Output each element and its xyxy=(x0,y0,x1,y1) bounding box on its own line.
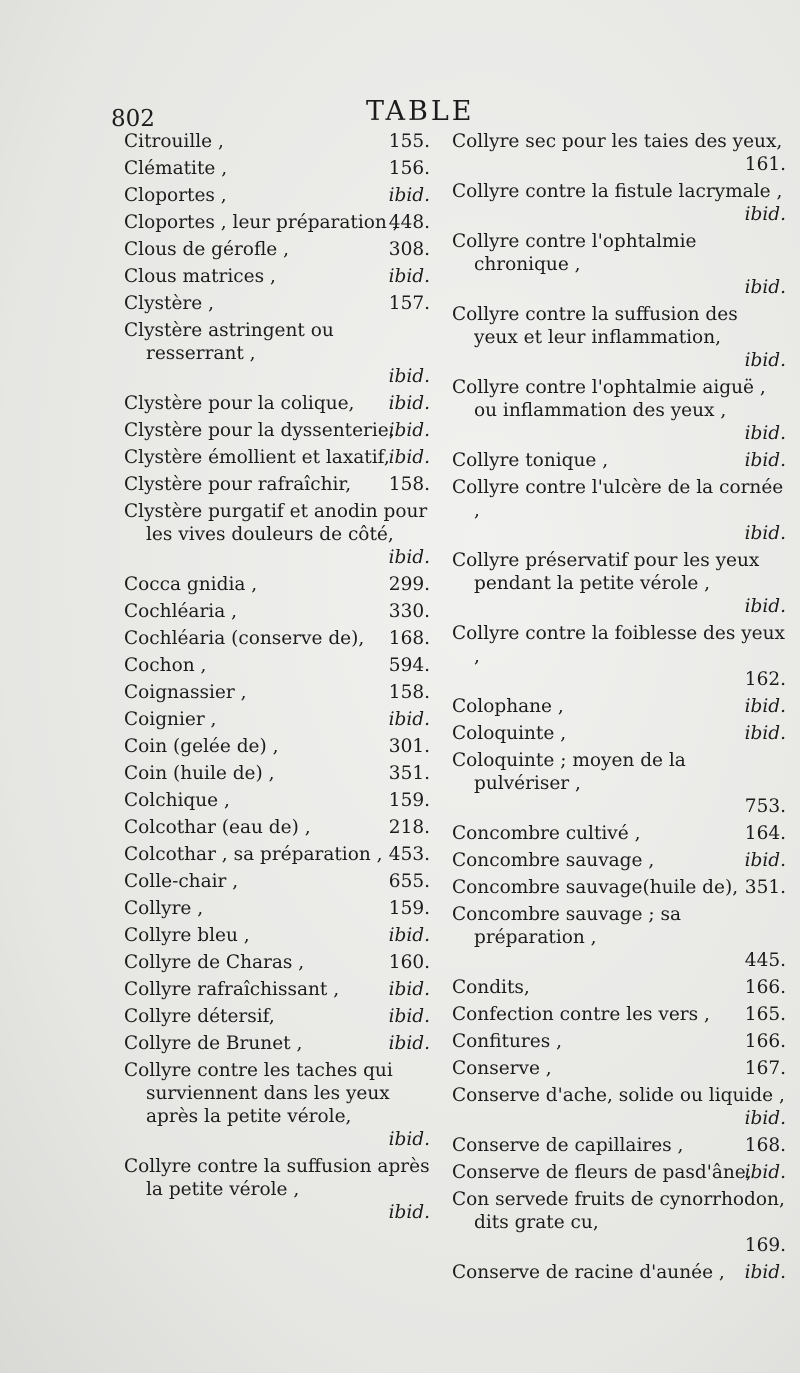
index-entry xyxy=(124,627,430,650)
index-entry-term: Collyre , xyxy=(124,898,204,919)
index-entry xyxy=(124,708,430,731)
index-entry xyxy=(124,951,430,974)
index-entry-term: Clystère astringent ou resserrant , xyxy=(124,320,334,364)
index-entry xyxy=(452,876,786,899)
index-entry xyxy=(452,1134,786,1157)
index-entry-page-ref: 169. xyxy=(744,1235,786,1256)
index-entry-page-ref: 594. xyxy=(388,655,430,676)
index-entry-page-ref: 753. xyxy=(744,796,786,817)
index-column-left xyxy=(124,130,430,1224)
index-entry-term: Collyre de Charas , xyxy=(124,952,305,973)
index-entry-page-ref: ibid. xyxy=(388,393,430,414)
index-entry xyxy=(124,1059,430,1151)
index-entry xyxy=(124,978,430,1001)
index-entry xyxy=(124,870,430,893)
index-entry-term: Confitures , xyxy=(452,1031,562,1052)
index-entry-page-ref: ibid. xyxy=(388,1033,430,1054)
index-entry-term: Confection contre les vers , xyxy=(452,1004,710,1025)
index-entry-term: Collyre contre l'ophtalmie chronique , xyxy=(452,231,697,275)
index-entry xyxy=(452,1161,786,1184)
index-entry xyxy=(124,1005,430,1028)
index-entry-term: Collyre contre l'ophtalmie aiguë , ou inflammation des yeux , xyxy=(452,377,766,421)
index-entry-page-ref: 159. xyxy=(388,898,430,919)
index-entry-page-ref: ibid. xyxy=(744,423,786,444)
index-entry-page-ref: 159. xyxy=(388,790,430,811)
index-entry xyxy=(124,130,430,153)
index-entry xyxy=(452,1188,786,1257)
index-entry-page-ref: 448. xyxy=(388,212,430,233)
index-entry xyxy=(452,849,786,872)
index-entry xyxy=(452,903,786,972)
index-entry xyxy=(124,843,430,866)
index-entry xyxy=(124,762,430,785)
index-entry xyxy=(124,816,430,839)
index-entry-page-ref: 453. xyxy=(388,844,430,865)
index-entry-page-ref: 167. xyxy=(744,1058,786,1079)
index-entry xyxy=(452,449,786,472)
index-entry-page-ref: ibid. xyxy=(744,350,786,371)
index-entry-term: Coloquinte , xyxy=(452,723,567,744)
index-entry-term: Colcothar (eau de) , xyxy=(124,817,311,838)
index-entry xyxy=(452,1084,786,1130)
index-entry-page-ref: 218. xyxy=(388,817,430,838)
index-entry xyxy=(124,211,430,234)
index-entry-page-ref: 155. xyxy=(388,131,430,152)
index-entry-term: Citrouille , xyxy=(124,131,224,152)
index-entry-page-ref: ibid. xyxy=(744,1162,786,1183)
index-entry-page-ref: ibid. xyxy=(744,523,786,544)
index-entry xyxy=(124,1032,430,1055)
index-entry-page-ref: ibid. xyxy=(388,1006,430,1027)
index-entry-page-ref: ibid. xyxy=(388,447,430,468)
index-entry-term: Coin (gelée de) , xyxy=(124,736,279,757)
index-entry-page-ref: ibid. xyxy=(744,1108,786,1129)
index-entry xyxy=(124,265,430,288)
index-entry-term: Collyre contre la suffusion après la petite vérole , xyxy=(124,1156,430,1200)
index-entry xyxy=(124,392,430,415)
index-entry-page-ref: 330. xyxy=(388,601,430,622)
index-entry xyxy=(452,749,786,818)
index-entry-page-ref: 655. xyxy=(388,871,430,892)
index-entry xyxy=(452,1057,786,1080)
index-entry-term: Clystère émollient et laxatif, xyxy=(124,447,390,468)
index-entry-page-ref: 165. xyxy=(744,1004,786,1025)
index-column-right xyxy=(452,130,786,1284)
index-entry xyxy=(124,573,430,596)
index-entry-page-ref: ibid. xyxy=(388,709,430,730)
index-entry-page-ref: 308. xyxy=(388,239,430,260)
index-entry xyxy=(452,1261,786,1284)
index-entry-page-ref: 166. xyxy=(744,977,786,998)
index-entry-page-ref: 158. xyxy=(388,474,430,495)
index-entry-term: Coignassier , xyxy=(124,682,247,703)
index-entry-page-ref: ibid. xyxy=(388,185,430,206)
index-entry-page-ref: ibid. xyxy=(388,266,430,287)
index-entry xyxy=(452,695,786,718)
index-entry-term: Cochléaria (conserve de), xyxy=(124,628,365,649)
index-entry-page-ref: ibid. xyxy=(388,366,430,387)
index-entry xyxy=(124,157,430,180)
index-entry-page-ref: ibid. xyxy=(744,450,786,471)
index-entry-page-ref: 166. xyxy=(744,1031,786,1052)
index-entry xyxy=(452,303,786,372)
index-entry-term: Collyre contre l'ulcère de la cornée , xyxy=(452,477,784,521)
index-entry-page-ref: ibid. xyxy=(744,204,786,225)
index-entry-term: Colcothar , sa préparation , xyxy=(124,844,383,865)
index-entry-term: Collyre contre les taches qui surviennent dans les yeux après la petite vérole, xyxy=(124,1060,393,1127)
index-entry xyxy=(452,1030,786,1053)
index-entry-term: Conserve de capillaires , xyxy=(452,1135,684,1156)
index-entry-page-ref: 351. xyxy=(388,763,430,784)
index-entry-term: Coignier , xyxy=(124,709,217,730)
index-entry-term: Collyre contre la suffusion des yeux et leur inflammation, xyxy=(452,304,738,348)
index-entry-page-ref: ibid. xyxy=(744,850,786,871)
index-entry-term: Cloportes , xyxy=(124,185,227,206)
index-entry xyxy=(452,1003,786,1026)
index-entry xyxy=(452,180,786,226)
index-entry-page-ref: ibid. xyxy=(744,723,786,744)
index-entry-page-ref: ibid. xyxy=(388,547,430,568)
index-entry-term: Clystère purgatif et anodin pour les vives douleurs de côté, xyxy=(124,501,428,545)
index-entry-term: Clystère pour rafraîchir, xyxy=(124,474,352,495)
index-entry-term: Cochléaria , xyxy=(124,601,238,622)
index-entry xyxy=(452,130,786,176)
index-entry-page-ref: 164. xyxy=(744,823,786,844)
index-entry-page-ref: 162. xyxy=(744,669,786,690)
index-entry-page-ref: 445. xyxy=(744,950,786,971)
index-entry-term: Collyre détersif, xyxy=(124,1006,275,1027)
index-entry-term: Collyre contre la fistule lacrymale , xyxy=(452,181,783,202)
index-entry xyxy=(124,924,430,947)
index-entry-term: Clystère , xyxy=(124,293,214,314)
index-entry-term: Clystère pour la colique, xyxy=(124,393,355,414)
index-entry-page-ref: ibid. xyxy=(388,979,430,1000)
index-entry-page-ref: ibid. xyxy=(744,596,786,617)
index-entry-term: Clous matrices , xyxy=(124,266,276,287)
index-entry-term: Con servede fruits de cynorrhodon, dits grate cu, xyxy=(452,1189,785,1233)
index-entry-page-ref: ibid. xyxy=(744,696,786,717)
index-entry-page-ref: 161. xyxy=(744,154,786,175)
index-entry-term: Collyre préservatif pour les yeux pendant la petite vérole , xyxy=(452,550,760,594)
index-entry-page-ref: ibid. xyxy=(388,1202,430,1223)
index-entry-term: Coin (huile de) , xyxy=(124,763,275,784)
index-entry-page-ref: ibid. xyxy=(744,277,786,298)
index-entry-term: Coloquinte ; moyen de la pulvériser , xyxy=(452,750,686,794)
index-entry-term: Colchique , xyxy=(124,790,230,811)
index-entry-page-ref: 158. xyxy=(388,682,430,703)
index-entry-term: Clystère pour la dyssenterie, xyxy=(124,420,395,441)
index-entry xyxy=(452,376,786,445)
index-entry xyxy=(452,722,786,745)
index-entry-term: Colophane , xyxy=(452,696,564,717)
index-entry-term: Collyre tonique , xyxy=(452,450,609,471)
index-entry-term: Conserve , xyxy=(452,1058,552,1079)
page-number: 802 xyxy=(111,106,155,132)
index-entry xyxy=(452,976,786,999)
index-entry-term: Conserve d'ache, solide ou liquide , xyxy=(452,1085,785,1106)
index-entry xyxy=(452,822,786,845)
index-entry-page-ref: ibid. xyxy=(388,1129,430,1150)
index-entry-term: Cocca gnidia , xyxy=(124,574,258,595)
index-entry-page-ref: 301. xyxy=(388,736,430,757)
index-entry-page-ref: 168. xyxy=(744,1135,786,1156)
running-title: TABLE xyxy=(366,96,475,127)
index-entry-term: Collyre bleu , xyxy=(124,925,250,946)
index-entry-term: Collyre de Brunet , xyxy=(124,1033,303,1054)
index-entry xyxy=(124,473,430,496)
index-entry xyxy=(452,549,786,618)
index-entry xyxy=(452,622,786,691)
index-entry-page-ref: 156. xyxy=(388,158,430,179)
index-entry xyxy=(124,419,430,442)
index-entry xyxy=(124,654,430,677)
index-entry xyxy=(124,735,430,758)
index-entry-term: Collyre rafraîchissant , xyxy=(124,979,340,1000)
index-entry-term: Collyre contre la foiblesse des yeux , xyxy=(452,623,785,667)
index-entry xyxy=(452,476,786,545)
index-entry-page-ref: ibid. xyxy=(744,1262,786,1283)
index-entry-term: Concombre sauvage(huile de), xyxy=(452,877,739,898)
index-entry-term: Concombre sauvage , xyxy=(452,850,655,871)
index-entry xyxy=(124,1155,430,1224)
index-entry-term: Cochon , xyxy=(124,655,207,676)
index-entry-page-ref: ibid. xyxy=(388,925,430,946)
index-entry-page-ref: 160. xyxy=(388,952,430,973)
index-entry-term: Clous de gérofle , xyxy=(124,239,289,260)
index-entry xyxy=(124,897,430,920)
index-entry-term: Concombre cultivé , xyxy=(452,823,641,844)
index-entry-page-ref: 351. xyxy=(744,877,786,898)
index-entry-term: Collyre sec pour les taies des yeux, xyxy=(452,131,783,152)
index-entry xyxy=(124,292,430,315)
index-entry-page-ref: ibid. xyxy=(388,420,430,441)
index-entry-term: Condits, xyxy=(452,977,530,998)
index-entry-term: Conserve de racine d'aunée , xyxy=(452,1262,725,1283)
index-entry xyxy=(124,319,430,388)
index-entry xyxy=(124,238,430,261)
index-entry xyxy=(124,500,430,569)
index-entry xyxy=(452,230,786,299)
index-entry-page-ref: 168. xyxy=(388,628,430,649)
index-entry xyxy=(124,446,430,469)
index-entry xyxy=(124,600,430,623)
index-entry-page-ref: 157. xyxy=(388,293,430,314)
index-entry-term: Colle-chair , xyxy=(124,871,239,892)
index-entry xyxy=(124,184,430,207)
index-entry-term: Clématite , xyxy=(124,158,228,179)
index-entry xyxy=(124,681,430,704)
index-entry-term: Conserve de fleurs de pasd'âne, xyxy=(452,1162,752,1183)
index-entry-term: Concombre sauvage ; sa préparation , xyxy=(452,904,681,948)
index-entry-page-ref: 299. xyxy=(388,574,430,595)
index-entry-term: Cloportes , leur préparation , xyxy=(124,212,399,233)
index-entry xyxy=(124,789,430,812)
